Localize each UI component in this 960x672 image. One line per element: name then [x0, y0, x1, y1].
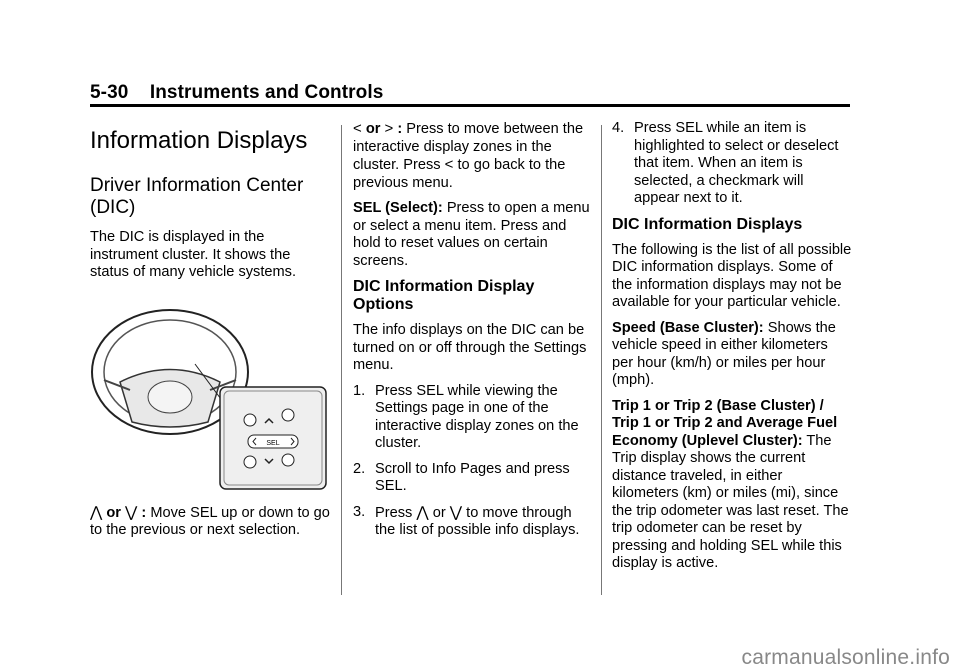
page-number: 5-30: [90, 82, 129, 103]
sel-text: Press to open a menu or select a menu item. Press and hold to reset values on certain screens.: [353, 200, 590, 269]
page-header: [90, 82, 383, 104]
trip-text: The Trip display shows the current distance traveled, in either kilometers (km) or miles (mi), since the trip odometer was last reset. The trip odometer can be reset by pressing and holding SEL while this display is active.: [612, 432, 849, 571]
displays-heading: DIC Information Displays: [612, 215, 803, 233]
chevron-right-icon: >: [384, 120, 394, 137]
chevron-up-icon: ⋀: [90, 503, 103, 521]
column-3: [612, 120, 852, 581]
column-1: [90, 120, 330, 548]
steering-wheel-illustration: [90, 302, 330, 492]
step-number: 1.: [353, 382, 366, 399]
leftright-text-2: to go back to the previous menu.: [353, 157, 566, 191]
leftright-text-1: Press to move between the interactive display zones in the cluster. Press: [353, 121, 584, 173]
sel-term: SEL (Select):: [353, 200, 443, 216]
leftright-or: or: [365, 121, 381, 137]
sel-description: [353, 200, 593, 270]
step-text: Press SEL while viewing the Settings page in one of the interactive display zones on the cluster.: [375, 382, 579, 451]
leftright-colon: :: [397, 121, 403, 137]
steering-wheel-figure: [90, 302, 330, 492]
list-item: [612, 120, 852, 208]
speed-term: Speed (Base Cluster):: [612, 319, 764, 336]
step-number: 4.: [612, 120, 625, 136]
speed-description: [612, 320, 852, 390]
step-number: 3.: [353, 503, 366, 520]
list-item: [353, 383, 593, 453]
displays-intro: The following is the list of all possible DIC information displays. Some of the information displays may not be available for your particular vehicle.: [612, 241, 852, 310]
section-title: Instruments and Controls: [149, 82, 384, 103]
step3-rest: to move through the list of possible info displays.: [375, 504, 580, 538]
list-item: [353, 504, 593, 540]
header-rule: [90, 104, 850, 107]
trip-description: [612, 398, 852, 573]
watermark: carmanualsonline.info: [741, 646, 950, 669]
dic-heading: Driver Information Center (DIC): [90, 175, 304, 218]
step3-or: or: [432, 504, 446, 521]
step-text: Press SEL while an item is highlighted to select or deselect that item. When an item is selected, a checkmark will appear next to it.: [634, 120, 839, 206]
chevron-down-icon: ⋁: [449, 503, 463, 521]
chevron-left-icon: <: [353, 120, 362, 137]
options-intro: The info displays on the DIC can be turned on or off through the Settings menu.: [353, 322, 587, 373]
leftright-description: [353, 120, 593, 192]
trip-term: Trip 1 or Trip 2 (Base Cluster) / Trip 1 or Trip 2 and Average Fuel Economy (Uplevel Cluster):: [612, 397, 838, 449]
options-heading: DIC Information Display Options: [353, 278, 535, 313]
dic-intro: The DIC is displayed in the instrument cluster. It shows the status of many vehicle systems.: [90, 229, 297, 280]
step-text: Scroll to Info Pages and press SEL.: [375, 460, 570, 494]
list-item: [353, 461, 593, 496]
updown-colon: :: [141, 504, 147, 521]
updown-or: or: [106, 504, 121, 521]
speed-text: Shows the vehicle speed in either kilometers per hour (km/h) or miles per hour (mph).: [612, 319, 836, 388]
step-text: [375, 504, 593, 540]
column-divider-1: [341, 125, 342, 595]
step-number: 2.: [353, 460, 366, 477]
chevron-up-icon: ⋀: [416, 503, 429, 521]
page-title: Information Displays: [90, 127, 308, 154]
chevron-down-icon: ⋁: [125, 503, 138, 521]
chevron-left-icon: <: [444, 156, 454, 173]
step3-press: Press: [375, 504, 413, 521]
column-divider-2: [601, 125, 602, 595]
updown-text: Move SEL up or down to go to the previous or next selection.: [90, 504, 330, 538]
updown-description: [90, 504, 330, 540]
column-2: [353, 120, 593, 548]
sel-button-label: SEL: [266, 439, 280, 447]
